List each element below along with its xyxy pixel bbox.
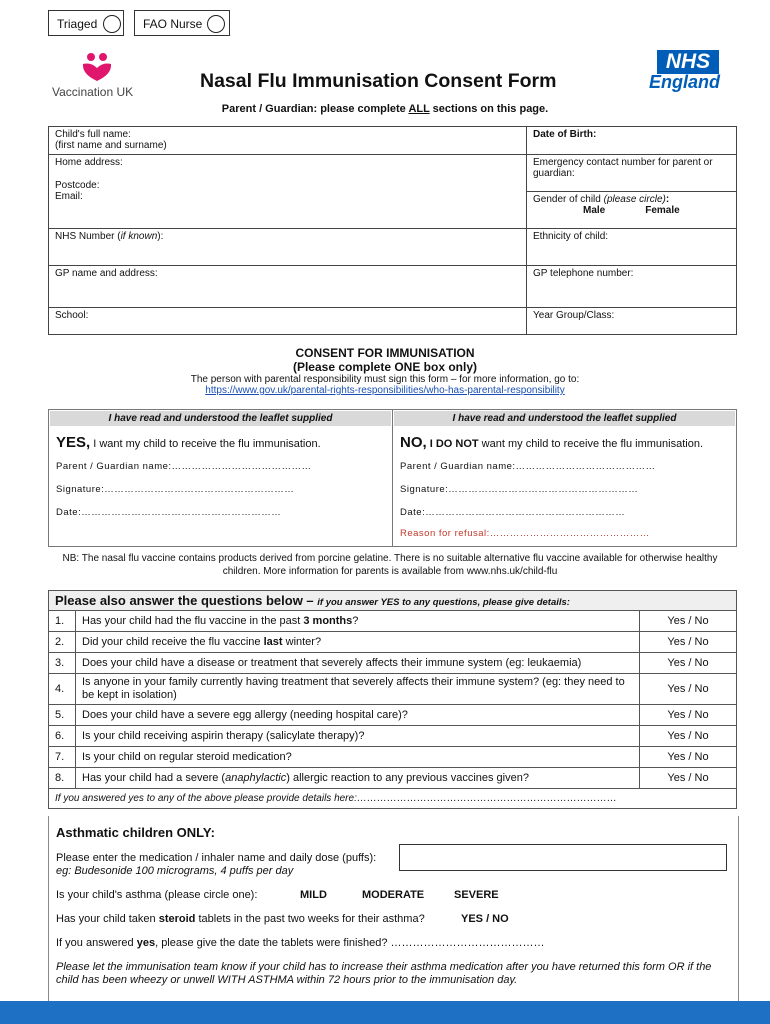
gender-field[interactable]: Gender of child (please circle): Male Female <box>533 194 680 216</box>
dob-field[interactable]: Date of Birth: <box>527 127 737 155</box>
steroid-yes-no[interactable]: YES / NO <box>461 913 509 925</box>
emergency-gender-cell <box>527 155 737 229</box>
yes-statement: YES, I want my child to receive the flu immunisation. <box>56 434 321 451</box>
gp-phone-field[interactable]: GP telephone number: <box>527 266 737 308</box>
porcine-note: NB: The nasal flu vaccine contains products derived from porcine gelatine. There is no suitable alternative flu vaccine available for otherwise healthy children. More information for parents is available from www.nhs.uk/child-flu <box>62 553 718 577</box>
answer-yes-no[interactable]: Yes / No <box>640 726 737 747</box>
vaccination-uk-logo <box>52 52 142 99</box>
severity-mild[interactable]: MILD <box>300 889 327 901</box>
no-leaflet: I have read and understood the leaflet supplied <box>394 411 735 426</box>
responsibility-link[interactable]: https://www.gov.uk/parental-rights-responsibilities/who-has-parental-responsibility <box>205 385 565 396</box>
fao-nurse-label: FAO Nurse <box>143 17 203 31</box>
steroid-question: Has your child taken steroid tablets in the past two weeks for their asthma? <box>56 913 425 925</box>
severity-question: Is your child's asthma (please circle one): <box>56 889 258 901</box>
no-box[interactable] <box>393 410 737 547</box>
asthma-note: Please let the immunisation team know if your child has to increase their asthma medication after you have returned this form OR if the child has been wheezy or unwell WITH ASTHMA within 72 hours prior to the immunisation day. <box>56 961 712 986</box>
details-line[interactable]: If you answered yes to any of the above please provide details here:…………………………………………………………………… <box>49 789 737 809</box>
question-row: 6. Is your child receiving aspirin therapy (salicylate therapy)? Yes / No <box>49 726 737 747</box>
no-date[interactable]: Date:…………………………………………………… <box>400 507 626 518</box>
severity-moderate[interactable]: MODERATE <box>362 889 425 901</box>
childs-name-field[interactable]: Child's full name: (first name and surname) <box>49 127 527 155</box>
medication-example: eg: Budesonide 100 micrograms, 4 puffs per day <box>56 865 294 877</box>
question-row: 7. Is your child on regular steroid medication? Yes / No <box>49 747 737 768</box>
question-row: 4. Is anyone in your family currently having treatment that severely affects their immune system? (eg: they need to be kept in isolation) Yes / No <box>49 674 737 705</box>
instruction: Parent / Guardian: please complete ALL sections on this page. <box>221 103 549 115</box>
answer-yes-no[interactable]: Yes / No <box>640 632 737 653</box>
nhs-england-text: England <box>649 72 720 92</box>
gender-female[interactable]: Female <box>645 205 680 216</box>
questions-heading: Please also answer the questions below – if you answer YES to any questions, please give details: <box>49 591 737 611</box>
question-row: 8. Has your child had a severe (anaphylactic) allergic reaction to any previous vaccines given? Yes / No <box>49 768 737 789</box>
gp-name-field[interactable]: GP name and address: <box>49 266 527 308</box>
medication-input[interactable] <box>399 844 727 871</box>
yes-box[interactable] <box>49 410 393 547</box>
asthma-heading: Asthmatic children ONLY: <box>56 825 215 840</box>
question-row: 2. Did your child receive the flu vaccine last winter? Yes / No <box>49 632 737 653</box>
gender-male[interactable]: Male <box>583 205 606 216</box>
logo-text: Vaccination UK <box>52 85 134 99</box>
page-title: Nasal Flu Immunisation Consent Form <box>200 70 557 92</box>
yes-signature[interactable]: Signature:………………………………………………… <box>56 484 295 495</box>
refusal-reason[interactable]: Reason for refusal:………………………………………… <box>400 528 650 539</box>
nhs-badge: NHS <box>657 50 719 74</box>
question-row: 5. Does your child have a severe egg allergy (needing hospital care)? Yes / No <box>49 705 737 726</box>
no-parent-name[interactable]: Parent / Guardian name:…………………………………… <box>400 461 656 472</box>
answer-yes-no[interactable]: Yes / No <box>640 611 737 632</box>
emergency-field[interactable]: Emergency contact number for parent or guardian: <box>527 155 736 192</box>
no-statement: NO, I DO NOT want my child to receive the flu immunisation. <box>400 434 703 451</box>
questions-table <box>48 590 737 809</box>
question-row: 1. Has your child had the flu vaccine in the past 3 months? Yes / No <box>49 611 737 632</box>
yes-leaflet: I have read and understood the leaflet supplied <box>50 411 391 426</box>
fao-nurse-circle[interactable] <box>207 15 225 33</box>
consent-subheading: (Please complete ONE box only) <box>292 360 478 374</box>
consent-table <box>48 409 737 547</box>
yes-date[interactable]: Date:…………………………………………………… <box>56 507 282 518</box>
year-group-field[interactable]: Year Group/Class: <box>527 308 737 335</box>
answer-yes-no[interactable]: Yes / No <box>640 653 737 674</box>
medication-label: Please enter the medication / inhaler name and daily dose (puffs): <box>56 852 377 864</box>
school-field[interactable]: School: <box>49 308 527 335</box>
fao-nurse-box[interactable] <box>134 10 230 36</box>
answer-yes-no[interactable]: Yes / No <box>640 747 737 768</box>
triaged-box[interactable] <box>48 10 124 36</box>
ethnicity-field[interactable]: Ethnicity of child: <box>527 229 737 266</box>
no-signature[interactable]: Signature:………………………………………………… <box>400 484 639 495</box>
question-row: 3. Does your child have a disease or treatment that severely affects their immune system (eg: leukaemia) Yes / No <box>49 653 737 674</box>
nhs-number-field[interactable]: NHS Number (if known): <box>49 229 527 266</box>
triaged-label: Triaged <box>57 17 98 31</box>
consent-heading: CONSENT FOR IMMUNISATION <box>295 346 475 360</box>
answer-yes-no[interactable]: Yes / No <box>640 674 737 705</box>
tablets-date[interactable]: If you answered yes, please give the date the tablets were finished? …………………………………… <box>56 937 545 949</box>
consent-info: The person with parental responsibility must sign this form – for more information, go to: <box>190 374 580 385</box>
logo-figures-icon <box>52 52 142 82</box>
address-field[interactable]: Home address: Postcode: Email: <box>49 155 527 229</box>
child-details-table <box>48 126 737 335</box>
yes-parent-name[interactable]: Parent / Guardian name:…………………………………… <box>56 461 312 472</box>
triaged-circle[interactable] <box>103 15 121 33</box>
answer-yes-no[interactable]: Yes / No <box>640 705 737 726</box>
answer-yes-no[interactable]: Yes / No <box>640 768 737 789</box>
footer-bar <box>0 1001 770 1024</box>
severity-severe[interactable]: SEVERE <box>454 889 499 901</box>
